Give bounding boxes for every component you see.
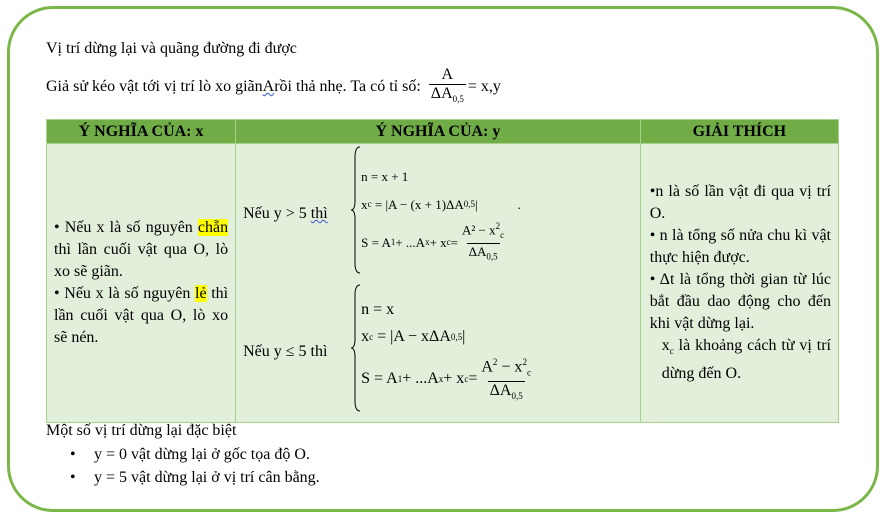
case2-eq-xc: x c = |A − xΔA 0,5 | xyxy=(361,328,466,345)
case2-eq-s: S = A 1 + ...A x + x c = $\frac{A^2 - x^2_c}{\Delta A_{0,5}}$ xyxy=(361,351,535,407)
case1-s-fraction: $\frac{A^2 - x^2_c}{\Delta A_{0,5}}$ xyxy=(460,219,506,265)
ratio-fraction xyxy=(429,66,466,108)
header-y: Ý NGHĨA CỦA: y xyxy=(236,120,641,144)
case2-system xyxy=(361,297,535,407)
bullet-icon: • xyxy=(70,446,76,463)
left-brace-icon xyxy=(351,283,361,413)
left-brace-icon xyxy=(351,145,361,275)
case1-condition: Nếu y > 5 thì xyxy=(243,205,328,222)
explain-xc: $x_c$ là khoảng cách từ vị trí dừng đến O. xyxy=(661,337,831,382)
case-y-greater-5 xyxy=(237,145,639,283)
bullet-icon: • xyxy=(54,285,60,302)
list-item: • y = 5 vật dừng lại ở vị trí cân bằng. xyxy=(70,469,320,486)
bullet-icon: • xyxy=(649,227,656,245)
meaning-table xyxy=(46,119,839,423)
special-title: Một số vị trí dừng lại đặc biệt xyxy=(46,422,237,439)
list-item: • y = 0 vật dừng lại ở gốc tọa độ O. xyxy=(70,446,310,463)
bullet-icon: • xyxy=(649,271,656,289)
table-header-row xyxy=(47,120,839,144)
highlight-even: chẵn xyxy=(197,219,229,236)
ratio-denominator: $\Delta A_{0,5}$ xyxy=(429,84,466,108)
case1-eq-xc: x c = |A − (x + 1)ΔA 0,5 | . xyxy=(361,196,521,212)
case1-system xyxy=(361,163,521,265)
explain-delta-t: • Δt là tổng thời gian từ lúc bắt đầu dao động cho đến khi vật dừng lại. xyxy=(649,271,831,333)
cell-x-meaning xyxy=(47,144,236,423)
intro-A: A xyxy=(262,78,275,96)
bullet-icon: • xyxy=(70,469,76,486)
header-explain: GIẢI THÍCH xyxy=(640,120,838,144)
x-bullet-odd: • Nếu x là số nguyên lẻ thì lần cuối vật qua O, lò xo sẽ nén. xyxy=(54,285,229,346)
intro-line xyxy=(46,66,501,108)
case-y-le-5 xyxy=(237,283,639,421)
bullet-icon: • xyxy=(649,183,656,201)
highlight-odd: lẻ xyxy=(195,285,207,302)
table-body-row xyxy=(47,144,839,423)
case2-s-fraction: $\frac{A^2 - x^2_c}{\Delta A_{0,5}}$ xyxy=(479,353,533,406)
case1-eq-s: S = A 1 + ...A x + x c = $\frac{A^2 - x^2_c}{\Delta A_{0,5}}$ xyxy=(361,219,521,265)
intro-after: rồi thả nhẹ. Ta có tỉ số: xyxy=(274,78,421,96)
case1-eq-n: n = x + 1 xyxy=(361,168,409,184)
x-bullet-even: • Nếu x là số nguyên chẵn thì lần cuối vật qua O, lò xo sẽ giãn. xyxy=(54,219,229,280)
case2-eq-n: n = x xyxy=(361,301,395,318)
explain-n-passes: •n là số lần vật đi qua vị trí O. xyxy=(649,183,831,223)
bullet-icon: • xyxy=(54,219,60,236)
ratio-result: = x,y xyxy=(467,78,501,96)
case2-condition: Nếu y ≤ 5 thì xyxy=(243,343,328,360)
cell-y-meaning xyxy=(236,144,641,423)
explain-n-half-periods: • n là tổng số nửa chu kì vật thực hiện được. xyxy=(649,227,831,267)
ratio-numerator: A xyxy=(441,66,454,83)
section-heading: Vị trí dừng lại và quãng đường đi được xyxy=(46,40,297,57)
header-x: Ý NGHĨA CỦA: x xyxy=(47,120,236,144)
intro-before: Giả sử kéo vật tới vị trí lò xo giãn xyxy=(46,78,263,96)
cell-explanation xyxy=(640,144,838,423)
